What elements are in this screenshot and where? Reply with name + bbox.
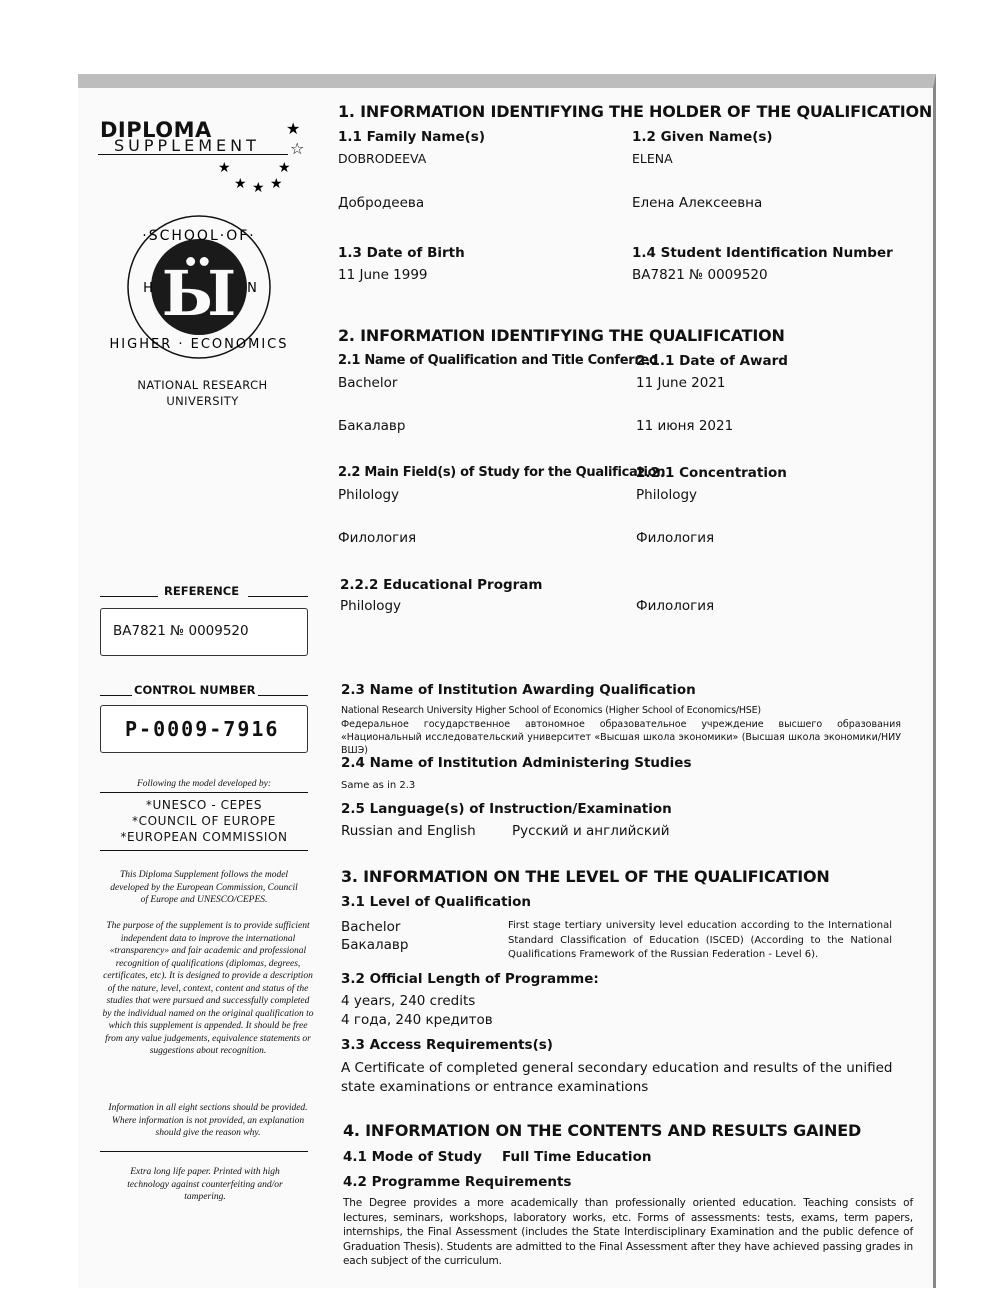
field-of-study-value: Philology xyxy=(338,487,400,503)
dob-value: 11 June 1999 xyxy=(338,267,428,283)
access-requirements-value: A Certificate of completed general secondary education and results of the unified state examinations or entrance examinations xyxy=(341,1060,893,1095)
reference-label: REFERENCE xyxy=(164,584,240,598)
qualification-label: 2.1 Name of Qualification and Title Conferred xyxy=(338,353,659,368)
award-date-label: 2.1.1 Date of Award xyxy=(636,353,788,369)
logo-supplement-text: SUPPLEMENT xyxy=(114,136,260,155)
awarding-institution-label: 2.3 Name of Institution Awarding Qualification xyxy=(341,682,696,698)
section3-title: 3. INFORMATION ON THE LEVEL OF THE QUALIFICATION xyxy=(341,867,830,886)
program-label: 2.2.2 Educational Program xyxy=(340,577,543,593)
language-label: 2.5 Language(s) of Instruction/Examination xyxy=(341,801,672,817)
control-number-label: CONTROL NUMBER xyxy=(134,683,256,697)
svg-text:H: H xyxy=(143,281,153,296)
section2-title: 2. INFORMATION IDENTIFYING THE QUALIFICATION xyxy=(338,326,785,345)
diploma-supplement-logo xyxy=(98,118,308,198)
programme-requirements-label: 4.2 Programme Requirements xyxy=(343,1174,572,1190)
given-name-value: ELENA xyxy=(632,151,673,166)
svg-text:☆: ☆ xyxy=(290,139,305,158)
programme-length-ru: 4 года, 240 кредитов xyxy=(341,1012,493,1028)
awarding-institution-ru: Федеральное государственное автономное образовательное учреждение высшего образования «Национальный исследовательский университет «Высшая школа экономики» (Высшая школа экономики/НИУ ВШЭ) xyxy=(341,719,901,756)
level-value: Bachelor xyxy=(341,919,401,935)
mode-of-study-value: Full Time Education xyxy=(502,1149,652,1165)
svg-text:★: ★ xyxy=(286,119,301,138)
section4-title: 4. INFORMATION ON THE CONTENTS AND RESULTS GAINED xyxy=(343,1121,862,1140)
mode-of-study-label: 4.1 Mode of Study xyxy=(343,1149,482,1165)
student-id-value: BA7821 № 0009520 xyxy=(632,267,768,283)
model-item-unesco: *UNESCO - CEPES xyxy=(145,798,263,812)
language-value: Russian and English xyxy=(341,823,476,839)
model-item-commission: *EUROPEAN COMMISSION xyxy=(120,830,288,844)
svg-text:★: ★ xyxy=(252,180,265,196)
level-label: 3.1 Level of Qualification xyxy=(341,894,532,910)
qualification-value: Bachelor xyxy=(338,375,398,391)
qualification-ru: Бакалавр xyxy=(338,418,406,434)
level-ru: Бакалавр xyxy=(341,937,409,953)
level-description: First stage tertiary university level education according to the International Standard Classification of Education (ISCED) (According to the National Qualifications Framework of the Russian Federation - Level 6). xyxy=(508,920,892,960)
awarding-institution-en: National Research University Higher School of Economics (Higher School of Economics/HSE) xyxy=(341,705,761,716)
programme-length-value: 4 years, 240 credits xyxy=(341,993,476,1009)
field-of-study-label: 2.2 Main Field(s) of Study for the Qualification xyxy=(338,465,666,480)
sidebar-note-model: This Diploma Supplement follows the model developed by the European Commission, Council of Europe and UNESCO/CEPES. xyxy=(110,870,298,905)
concentration-ru: Филология xyxy=(636,530,715,546)
svg-text:★: ★ xyxy=(234,176,247,192)
sidebar-note-purpose: The purpose of the supplement is to provide sufficient independent data to improve the international «transparency» and fair academic and professional recognition of qualifications (diplomas, degrees, certificates, etc). It is designed to provide a description of the nature, level, context, content and status of the studies that were pursued and successfully completed by the individual named on the original qualification to which this supplement is appended. It should be free from any value judgements, equivalence statements or suggestions about recognition. xyxy=(102,921,314,1056)
institution-name: NATIONAL RESEARCH UNIVERSITY xyxy=(137,378,268,408)
given-name-ru: Елена Алексеевна xyxy=(632,195,763,211)
eu-stars-icon xyxy=(208,118,308,194)
reference-value: BA7821 № 0009520 xyxy=(113,623,249,639)
svg-text:Ӹ: Ӹ xyxy=(161,257,237,330)
section1-title: 1. INFORMATION IDENTIFYING THE HOLDER OF THE QUALIFICATION xyxy=(338,102,933,121)
svg-text:★: ★ xyxy=(218,160,231,176)
concentration-value: Philology xyxy=(636,487,698,503)
program-value: Philology xyxy=(340,598,402,614)
family-name-ru: Добродеева xyxy=(338,195,425,211)
model-organizations xyxy=(100,797,308,845)
hse-seal-logo xyxy=(109,212,289,362)
award-date-ru: 11 июня 2021 xyxy=(636,418,734,434)
given-name-label: 1.2 Given Name(s) xyxy=(632,129,773,145)
reference-box xyxy=(100,608,308,656)
administering-institution-label: 2.4 Name of Institution Administering Studies xyxy=(341,755,692,771)
svg-text:HIGHER · ECONOMICS: HIGHER · ECONOMICS xyxy=(109,337,289,352)
award-date-value: 11 June 2021 xyxy=(636,375,726,391)
svg-text:·SCHOOL·OF·: ·SCHOOL·OF· xyxy=(142,228,256,244)
language-ru: Русский и английский xyxy=(512,823,670,839)
model-item-council: *COUNCIL OF EUROPE xyxy=(132,814,276,828)
programme-requirements-value: The Degree provides a more academically than professionally oriented education. Teaching consists of lectures, seminars, workshops, laboratory works, etc. Forms of assessments: tests, exams, term papers, internships, the Final Assessment (includes the State Interdisciplinary Examination and the public defence of Graduation Thesis). Students are admitted to the Final Assessment after they have achieved passing grades in each subject of the curriculum. xyxy=(343,1197,913,1267)
svg-text:N: N xyxy=(247,281,257,296)
program-ru: Филология xyxy=(636,598,715,614)
concentration-label: 2.2.1 Concentration xyxy=(636,465,787,481)
control-number-box xyxy=(100,705,308,753)
logo-diploma-text: DIPLOMA xyxy=(100,118,212,142)
svg-text:★: ★ xyxy=(270,176,283,192)
dob-label: 1.3 Date of Birth xyxy=(338,245,465,261)
student-id-label: 1.4 Student Identification Number xyxy=(632,245,893,261)
programme-length-label: 3.2 Official Length of Programme: xyxy=(341,971,599,987)
family-name-label: 1.1 Family Name(s) xyxy=(338,129,485,145)
sidebar-note-paper: Extra long life paper. Printed with high technology against counterfeiting and/or tampering. xyxy=(127,1167,283,1202)
family-name-value: DOBRODEEVA xyxy=(338,151,427,166)
administering-institution-value: Same as in 2.3 xyxy=(341,780,416,791)
field-of-study-ru: Филология xyxy=(338,530,417,546)
sidebar-note-information: Information in all eight sections should be provided. Where information is not provided, an explanation should give the reason why. xyxy=(108,1103,308,1138)
model-label: Following the model developed by: xyxy=(136,779,272,789)
access-requirements-label: 3.3 Access Requirements(s) xyxy=(341,1037,553,1053)
control-number-value: P-0009-7916 xyxy=(125,717,280,741)
svg-text:★: ★ xyxy=(278,160,291,176)
